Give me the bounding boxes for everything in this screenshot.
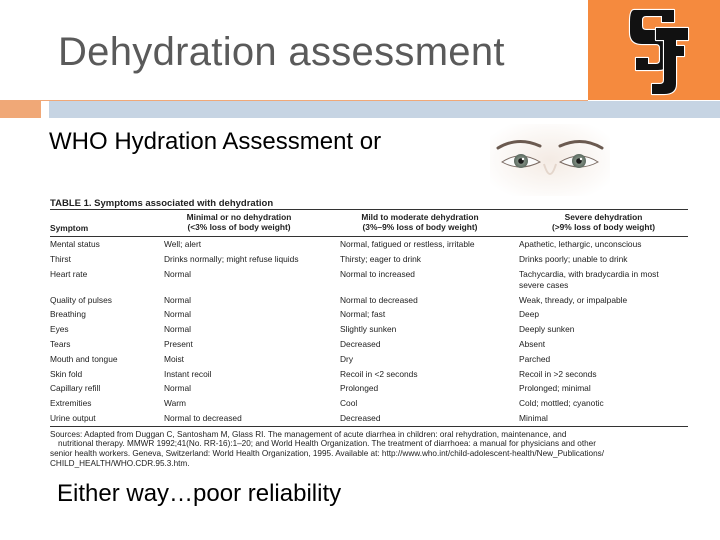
cell-minimal: Normal [164, 324, 191, 335]
cell-mild: Recoil in <2 seconds [340, 368, 418, 379]
cell-symptom: Tears [50, 338, 71, 349]
cell-symptom: Eyes [50, 324, 69, 335]
slide-subtitle: WHO Hydration Assessment or [49, 128, 382, 155]
cell-minimal: Normal [164, 309, 191, 320]
cell-severe: Recoil in >2 seconds [519, 368, 597, 379]
cell-symptom: Thirst [50, 253, 71, 264]
cell-mild: Normal to increased [340, 268, 415, 279]
cell-symptom: Capillary refill [50, 383, 101, 394]
cell-severe: Drinks poorly; unable to drink [519, 253, 628, 264]
sf-giants-logo-icon [588, 0, 720, 100]
table-caption: TABLE 1. Symptoms associated with dehydration [50, 198, 274, 209]
cell-severe: Weak, thready, or impalpable [519, 294, 628, 305]
cell-severe: Cold; mottled; cyanotic [519, 398, 604, 409]
cell-minimal: Drinks normally; might refuse liquids [164, 253, 299, 264]
table-source [50, 430, 688, 468]
table-row [50, 307, 688, 322]
cell-mild: Thirsty; eager to drink [340, 253, 421, 264]
cell-minimal: Normal [164, 268, 191, 279]
cell-severe: Deeply sunken [519, 324, 575, 335]
cell-severe: Apathetic, lethargic, unconscious [519, 239, 642, 249]
table-header [50, 210, 688, 236]
cell-mild: Decreased [340, 338, 381, 349]
header-mild-line2: (3%–9% loss of body weight) [362, 222, 478, 232]
cell-minimal: Normal [164, 383, 191, 394]
accent-bar-orange [0, 101, 41, 118]
table-row [50, 322, 688, 337]
table-row [50, 237, 688, 252]
cell-mild: Normal, fatigued or restless, irritable [340, 239, 475, 249]
cell-minimal: Instant recoil [164, 368, 212, 379]
source-line: nutritional therapy. MMWR 1992;41(No. RR-16):1–20; and World Health Organization. The treatment of diarrhoea: a manual for physicians and other [58, 439, 596, 449]
table-row [50, 396, 688, 411]
cell-symptom: Skin fold [50, 368, 83, 379]
cell-mild: Decreased [340, 412, 381, 423]
cell-mild: Cool [340, 398, 358, 409]
header-minimal-line1: Minimal or no dehydration [186, 212, 292, 222]
cell-mild: Normal to decreased [340, 294, 418, 305]
table-row [50, 267, 688, 293]
cell-symptom: Urine output [50, 412, 96, 423]
source-line: senior health workers. Geneva, Switzerland: World Health Organization, 1995. Available at: http://www.who.int/child-adolescent-health/New_Publications/ [50, 448, 605, 458]
cell-severe: Tachycardia, with bradycardia in most [519, 268, 659, 279]
cell-symptom: Mental status [50, 239, 100, 249]
accent-bar-blue [49, 101, 720, 118]
cell-mild: Dry [340, 353, 354, 364]
logo-panel [588, 0, 720, 100]
table-row [50, 367, 688, 382]
cell-symptom: Mouth and tongue [50, 353, 118, 364]
header-severe-line1: Severe dehydration [564, 212, 643, 222]
cell-minimal: Warm [164, 398, 187, 409]
table-rule-bottom [50, 426, 688, 427]
table-row [50, 337, 688, 352]
cell-severe: Deep [519, 309, 540, 320]
cell-symptom: Quality of pulses [50, 294, 112, 305]
slide-title: Dehydration assessment [58, 30, 505, 74]
cell-severe: Minimal [519, 412, 548, 423]
cell-severe-cont: severe cases [519, 279, 569, 290]
source-line: Sources: Adapted from Duggan C, Santosham M, Glass RI. The management of acute diarrhea in children: oral rehydration, maintenance, and [50, 429, 567, 439]
cell-severe: Parched [519, 353, 551, 364]
header-severe-line2: (>9% loss of body weight) [551, 222, 656, 232]
header-mild-line1: Mild to moderate dehydration [361, 212, 479, 222]
cell-minimal: Well; alert [164, 239, 202, 249]
header-minimal-line2: (<3% loss of body weight) [187, 222, 291, 232]
cell-symptom: Heart rate [50, 268, 88, 279]
cell-symptom: Extremities [50, 398, 92, 409]
eyes-photo-icon [490, 124, 610, 196]
cell-severe: Absent [519, 338, 546, 349]
table-row [50, 381, 688, 396]
cell-mild: Normal; fast [340, 309, 386, 320]
header-symptom: Symptom [50, 223, 89, 233]
cell-symptom: Breathing [50, 309, 86, 320]
table-row [50, 411, 688, 426]
cell-minimal: Moist [164, 353, 185, 364]
symptoms-table [50, 198, 688, 468]
table-row [50, 293, 688, 308]
cell-minimal: Normal [164, 294, 191, 305]
cell-mild: Slightly sunken [340, 324, 397, 335]
cell-severe: Prolonged; minimal [519, 383, 591, 394]
cell-minimal: Normal to decreased [164, 412, 242, 423]
table-row [50, 352, 688, 367]
table-row [50, 252, 688, 267]
cell-mild: Prolonged [340, 383, 379, 394]
cell-minimal: Present [164, 338, 193, 349]
source-line: CHILD_HEALTH/WHO.CDR.95.3.htm. [50, 458, 190, 468]
slide-footer-text: Either way…poor reliability [57, 480, 342, 507]
